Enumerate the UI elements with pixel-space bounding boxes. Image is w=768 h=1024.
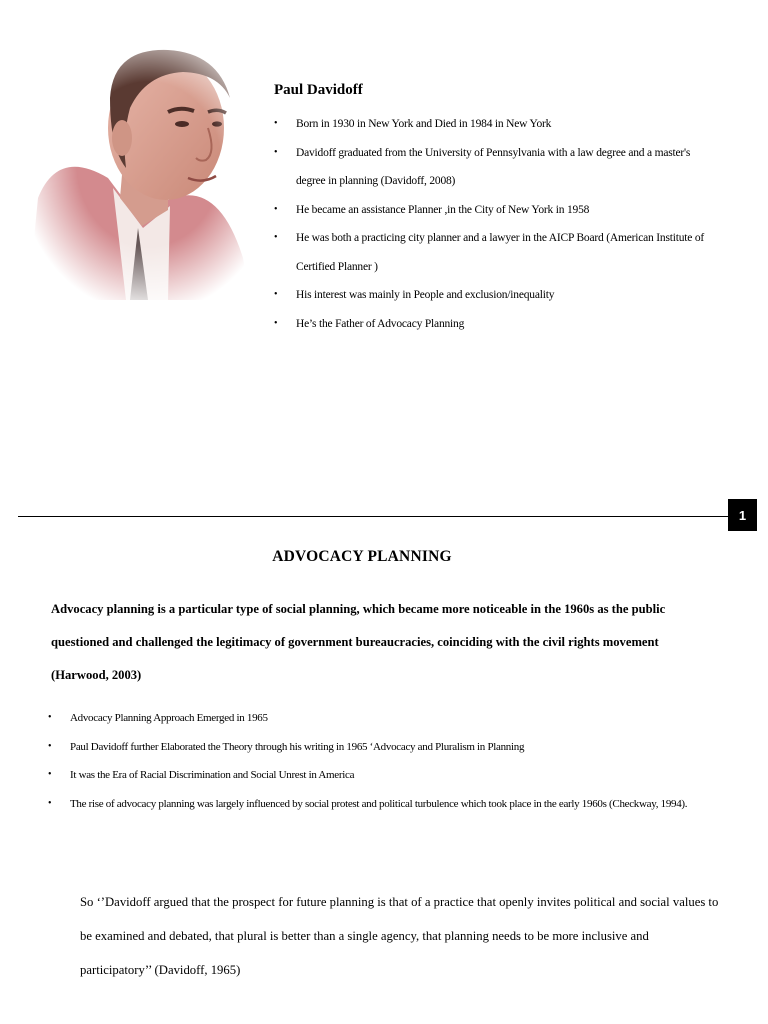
page-divider <box>18 516 728 517</box>
bio-name-heading: Paul Davidoff <box>274 82 363 98</box>
section-title: ADVOCACY PLANNING <box>272 548 452 565</box>
list-item: • Advocacy Planning Approach Emerged in 1965 <box>48 704 728 733</box>
quote-paragraph: So ‘’Davidoff argued that the prospect for future planning is that of a practice that openly invites political and social values to be examined and debated, that plural is better than a single agency, that planning needs to be more inclusive and participatory’’ (Davidoff, 1965) <box>80 895 719 977</box>
bio-item: • Davidoff graduated from the University of Pennsylvania with a law degree and a master's degree in planning (Davidoff, 2008) <box>274 139 714 196</box>
list-item: • It was the Era of Racial Discrimination and Social Unrest in America <box>48 761 728 790</box>
page-number-badge: 1 <box>728 499 757 531</box>
bio-item: • He became an assistance Planner ,in the City of New York in 1958 <box>274 196 714 225</box>
portrait-photo <box>18 28 256 300</box>
bio-item: • Born in 1930 in New York and Died in 1984 in New York <box>274 110 714 139</box>
list-item: • The rise of advocacy planning was largely influenced by social protest and political turbulence which took place in the early 1960s (Checkway, 1994). <box>48 790 728 819</box>
intro-paragraph: Advocacy planning is a particular type of social planning, which became more noticeable in the 1960s as the public questioned and challenged the legitimacy of government bureaucracies, coinciding with the civil rights movement (Harwood, 2003) <box>51 602 666 682</box>
bio-item: • He’s the Father of Advocacy Planning <box>274 310 714 339</box>
list-item: • Paul Davidoff further Elaborated the Theory through his writing in 1965 ‘Advocacy and Pluralism in Planning <box>48 733 728 762</box>
bio-list <box>274 110 714 338</box>
portrait-illustration <box>18 28 256 300</box>
advocacy-list <box>48 704 728 818</box>
bio-item: • His interest was mainly in People and exclusion/inequality <box>274 281 714 310</box>
bio-item: • He was both a practicing city planner and a lawyer in the AICP Board (American Institute of Certified Planner ) <box>274 224 714 281</box>
